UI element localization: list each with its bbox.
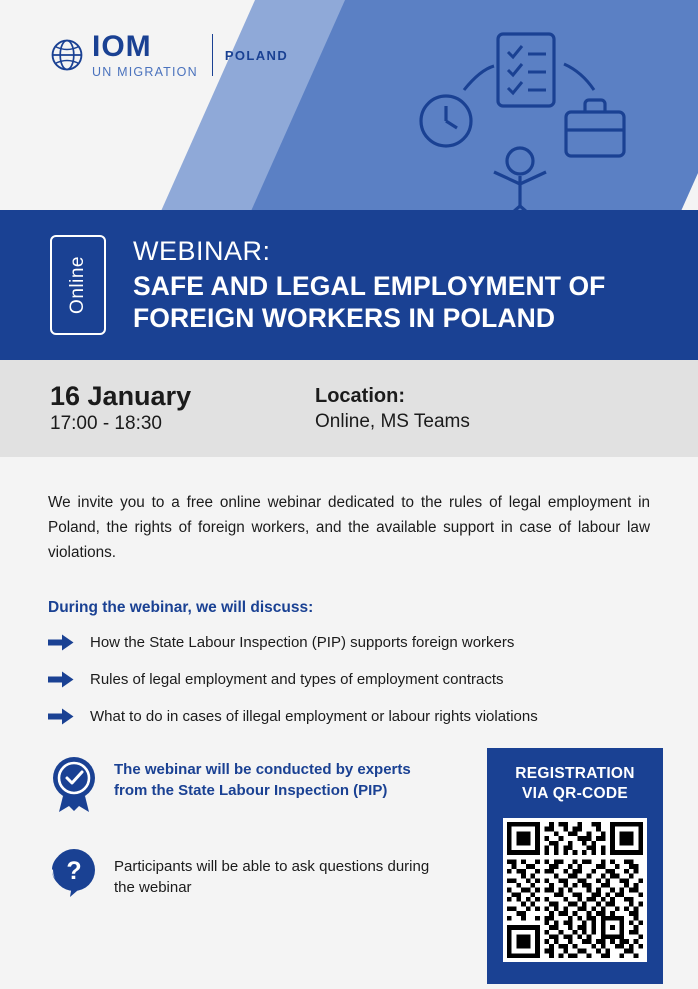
arrow-right-icon: [48, 670, 74, 693]
event-date: 16 January: [50, 380, 192, 411]
header-illustration: [418, 18, 678, 210]
award-badge-icon: [48, 754, 100, 817]
qr-title-line-2: VIA QR-CODE: [521, 785, 629, 803]
webinar-kicker: WEBINAR:: [133, 236, 271, 267]
svg-text:?: ?: [66, 857, 82, 886]
webinar-title-line-1: SAFE AND LEGAL EMPLOYMENT OF: [133, 271, 606, 302]
list-item-label: What to do in cases of illegal employment or labour rights violations: [90, 708, 538, 726]
note-questions-label: Participants will be able to ask questions during the webinar: [114, 858, 430, 896]
question-bubble-icon: [48, 847, 100, 904]
logo-subtitle: UN MIGRATION: [92, 65, 198, 79]
note-expert-label: The webinar will be conducted by experts from the State Labour Inspection (PIP): [114, 761, 411, 799]
list-item: [48, 633, 650, 656]
logo-divider: [212, 34, 213, 76]
date-column: [50, 382, 315, 436]
online-badge-label: Online: [67, 256, 89, 314]
event-time: 17:00 - 18:30: [50, 413, 162, 435]
note-expert: [48, 754, 448, 817]
clock-icon: [421, 96, 471, 146]
arrow-right-icon: [48, 707, 74, 730]
location-value: Online, MS Teams: [315, 410, 470, 432]
logo-country: POLAND: [224, 47, 289, 63]
logo-org-name: IOM: [92, 30, 152, 63]
list-item-label: Rules of legal employment and types of employment contracts: [90, 671, 504, 689]
connector-arcs: [464, 64, 594, 90]
webinar-title-line-2: FOREIGN WORKERS IN POLAND: [133, 302, 556, 333]
note-questions: [48, 847, 448, 904]
location-column: [315, 385, 470, 433]
registration-qr-panel[interactable]: [487, 748, 663, 984]
checklist-icon: [498, 34, 554, 106]
poster-header: [0, 0, 698, 210]
person-icon: [494, 148, 546, 210]
location-label: Location:: [315, 384, 405, 407]
briefcase-icon: [566, 100, 624, 156]
intro-paragraph: We invite you to a free online webinar dedicated to the rules of legal employment in Poland, the rights of foreign workers, and the available support in case of labour law violations.: [48, 494, 650, 561]
title-text-group: [133, 236, 605, 334]
online-badge: [50, 235, 106, 335]
iom-logo: [50, 32, 288, 79]
arrow-right-icon: [48, 633, 74, 656]
globe-icon: [50, 38, 84, 72]
date-location-band: [0, 360, 698, 457]
list-item-label: How the State Labour Inspection (PIP) supports foreign workers: [90, 634, 515, 652]
list-item: [48, 670, 650, 693]
poster-body: [0, 457, 698, 730]
footer-notes: [48, 754, 448, 934]
list-item: [48, 707, 650, 730]
discussion-list: [48, 633, 650, 730]
poster-footer: [0, 754, 698, 934]
qr-code-image[interactable]: [503, 818, 647, 962]
discussion-heading: During the webinar, we will discuss:: [48, 599, 314, 617]
qr-title-line-1: REGISTRATION: [515, 765, 635, 783]
title-band: [0, 210, 698, 360]
